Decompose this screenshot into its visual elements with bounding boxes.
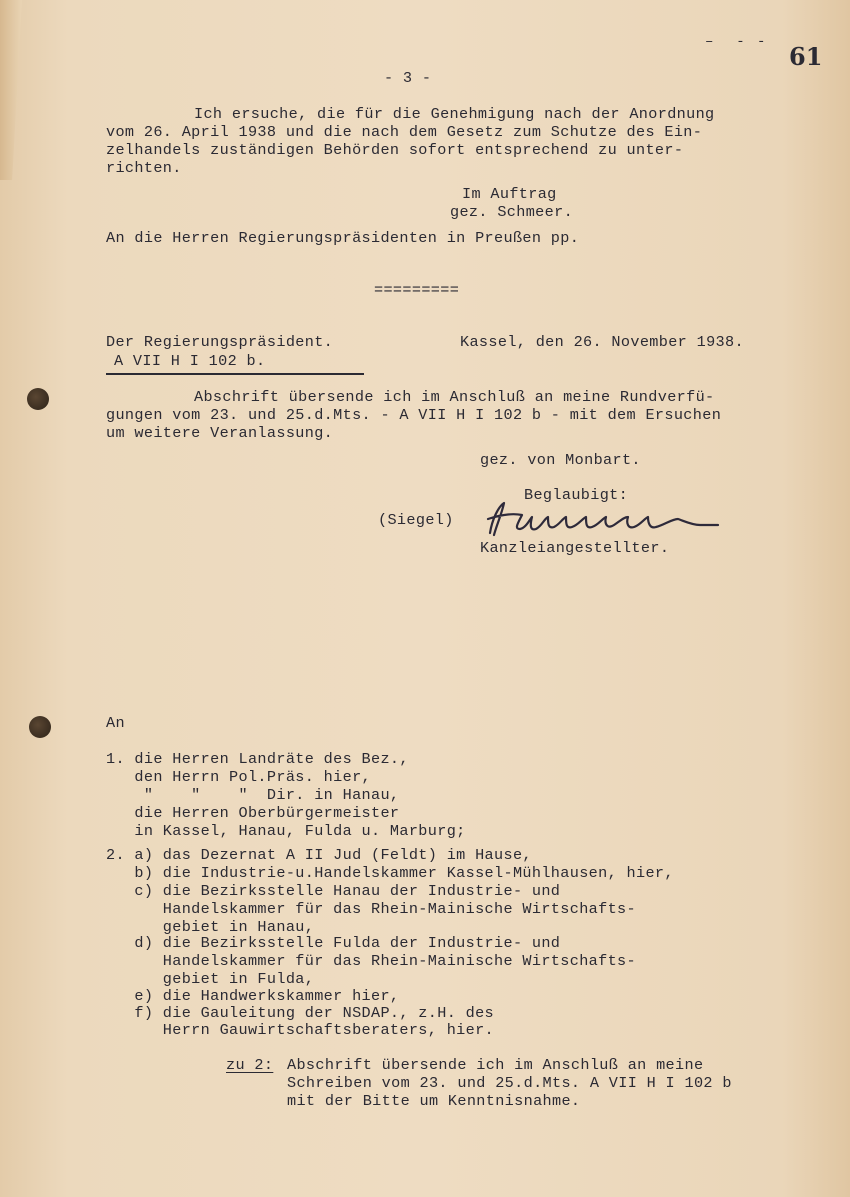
list2-line-10: f) die Gauleitung der NSDAP., z.H. des (106, 1004, 495, 1022)
siegel: (Siegel) (378, 511, 454, 529)
im-auftrag: Im Auftrag (462, 185, 557, 203)
zu2-label: zu 2: (226, 1056, 274, 1074)
gez-monbart: gez. von Monbart. (480, 451, 641, 469)
para1-line-1: Ich ersuche, die für die Genehmigung nach der Anordnung (194, 105, 715, 123)
beglaubigt: Beglaubigt: (524, 486, 629, 504)
separator: ========= (374, 281, 460, 299)
folio-number: 61 (789, 42, 823, 71)
sender: Der Regierungspräsident. (106, 333, 334, 351)
list1-line-5: in Kassel, Hanau, Fulda u. Marburg; (106, 822, 466, 840)
kanzlei: Kanzleiangestellter. (480, 539, 670, 557)
para1-line-3: zelhandels zuständigen Behörden sofort entsprechend zu unter- (106, 141, 684, 159)
para2-line-2: gungen vom 23. und 25.d.Mts. - A VII H I 102 b - mit dem Ersuchen (106, 406, 722, 424)
list2-line-4: Handelskammer für das Rhein-Mainische Wirtschafts- (106, 900, 636, 918)
list1-line-2: den Herrn Pol.Präs. hier, (106, 768, 371, 786)
list1-line-1: 1. die Herren Landräte des Bez., (106, 750, 409, 768)
list2-line-9: e) die Handwerkskammer hier, (106, 987, 400, 1005)
zu2-line-3: mit der Bitte um Kenntnisnahme. (287, 1092, 581, 1110)
reference: A VII H I 102 b. (114, 352, 266, 370)
addressee-line: An die Herren Regierungspräsidenten in Preußen pp. (106, 229, 580, 247)
place-date: Kassel, den 26. November 1938. (460, 333, 744, 351)
paper-fold (0, 0, 22, 180)
punch-hole-bottom (29, 716, 51, 738)
page-number: - 3 - (384, 69, 432, 87)
list1-line-3: " " " Dir. in Hanau, (106, 786, 400, 804)
list2-line-5: gebiet in Hanau, (106, 918, 315, 936)
list2-line-8: gebiet in Fulda, (106, 970, 315, 988)
gez-schmeer: gez. Schmeer. (450, 203, 574, 221)
list2-line-2: b) die Industrie-u.Handelskammer Kassel-Mühlhausen, hier, (106, 864, 674, 882)
para1-line-4: richten. (106, 159, 182, 177)
list2-line-3: c) die Bezirksstelle Hanau der Industrie- und (106, 882, 561, 900)
list1-line-4: die Herren Oberbürgermeister (106, 804, 400, 822)
folio-dashes: – - - (705, 34, 768, 50)
reference-underline (106, 373, 364, 375)
punch-hole-top (27, 388, 49, 410)
para1-line-2: vom 26. April 1938 und die nach dem Gesetz zum Schutze des Ein- (106, 123, 703, 141)
list2-line-1: 2. a) das Dezernat A II Jud (Feldt) im Hause, (106, 846, 532, 864)
an-label: An (106, 714, 125, 732)
list2-line-11: Herrn Gauwirtschaftsberaters, hier. (106, 1021, 495, 1039)
handwritten-signature (478, 495, 728, 545)
list2-line-7: Handelskammer für das Rhein-Mainische Wirtschafts- (106, 952, 636, 970)
para2-line-3: um weitere Veranlassung. (106, 424, 334, 442)
para2-line-1: Abschrift übersende ich im Anschluß an meine Rundverfü- (194, 388, 715, 406)
list2-line-6: d) die Bezirksstelle Fulda der Industrie- und (106, 934, 561, 952)
zu2-line-2: Schreiben vom 23. und 25.d.Mts. A VII H I 102 b (287, 1074, 732, 1092)
zu2-line-1: Abschrift übersende ich im Anschluß an meine (287, 1056, 704, 1074)
